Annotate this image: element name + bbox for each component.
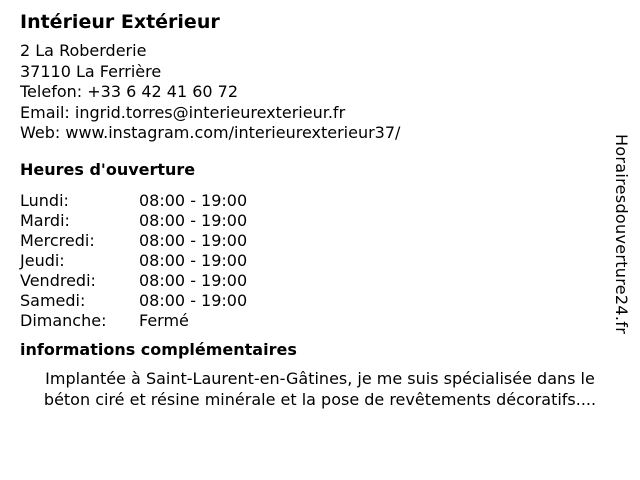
hours-row-thursday (20, 251, 620, 271)
time-value: 08:00 - 19:00 (139, 210, 248, 230)
phone-text: Telefon: +33 6 42 41 60 72 (20, 82, 239, 101)
hours-table (20, 191, 620, 331)
time-value: 08:00 - 19:00 (139, 230, 248, 250)
hours-row-sunday (20, 311, 620, 331)
time-value: 08:00 - 19:00 (139, 270, 248, 290)
hours-row-monday (20, 191, 620, 211)
hours-row-friday (20, 271, 620, 291)
time-value: 08:00 - 19:00 (139, 250, 248, 270)
day-label: Mardi: (20, 210, 70, 230)
business-card (20, 10, 620, 410)
description-line-1: Implantée à Saint-Laurent-en-Gâtines, je me suis spécialisée dans le (45, 368, 595, 388)
day-label: Samedi: (20, 290, 86, 310)
time-value: Fermé (139, 310, 189, 330)
day-label: Dimanche: (20, 310, 107, 330)
day-label: Lundi: (20, 190, 69, 210)
info-heading: informations complémentaires (20, 339, 297, 359)
day-label: Vendredi: (20, 270, 96, 290)
description-line-2: béton ciré et résine minérale et la pose de revêtements décoratifs.... (43, 389, 597, 409)
time-value: 08:00 - 19:00 (139, 190, 248, 210)
watermark-text: Horairesdouverture24.fr (612, 134, 631, 335)
day-label: Jeudi: (20, 250, 65, 270)
day-label: Mercredi: (20, 230, 95, 250)
web-text: Web: www.instagram.com/interieurexterieur37/ (20, 123, 401, 142)
email-text: Email: ingrid.torres@interieurexterieur.fr (20, 102, 346, 122)
time-value: 08:00 - 19:00 (139, 290, 248, 310)
address-line-1: 2 La Roberderie (20, 41, 147, 60)
address-line-2: 37110 La Ferrière (20, 61, 162, 81)
watermark (612, 134, 632, 344)
business-name: Intérieur Extérieur (20, 11, 220, 33)
hours-row-wednesday (20, 231, 620, 251)
hours-row-saturday (20, 291, 620, 311)
hours-heading: Heures d'ouverture (20, 159, 196, 179)
hours-row-tuesday (20, 211, 620, 231)
